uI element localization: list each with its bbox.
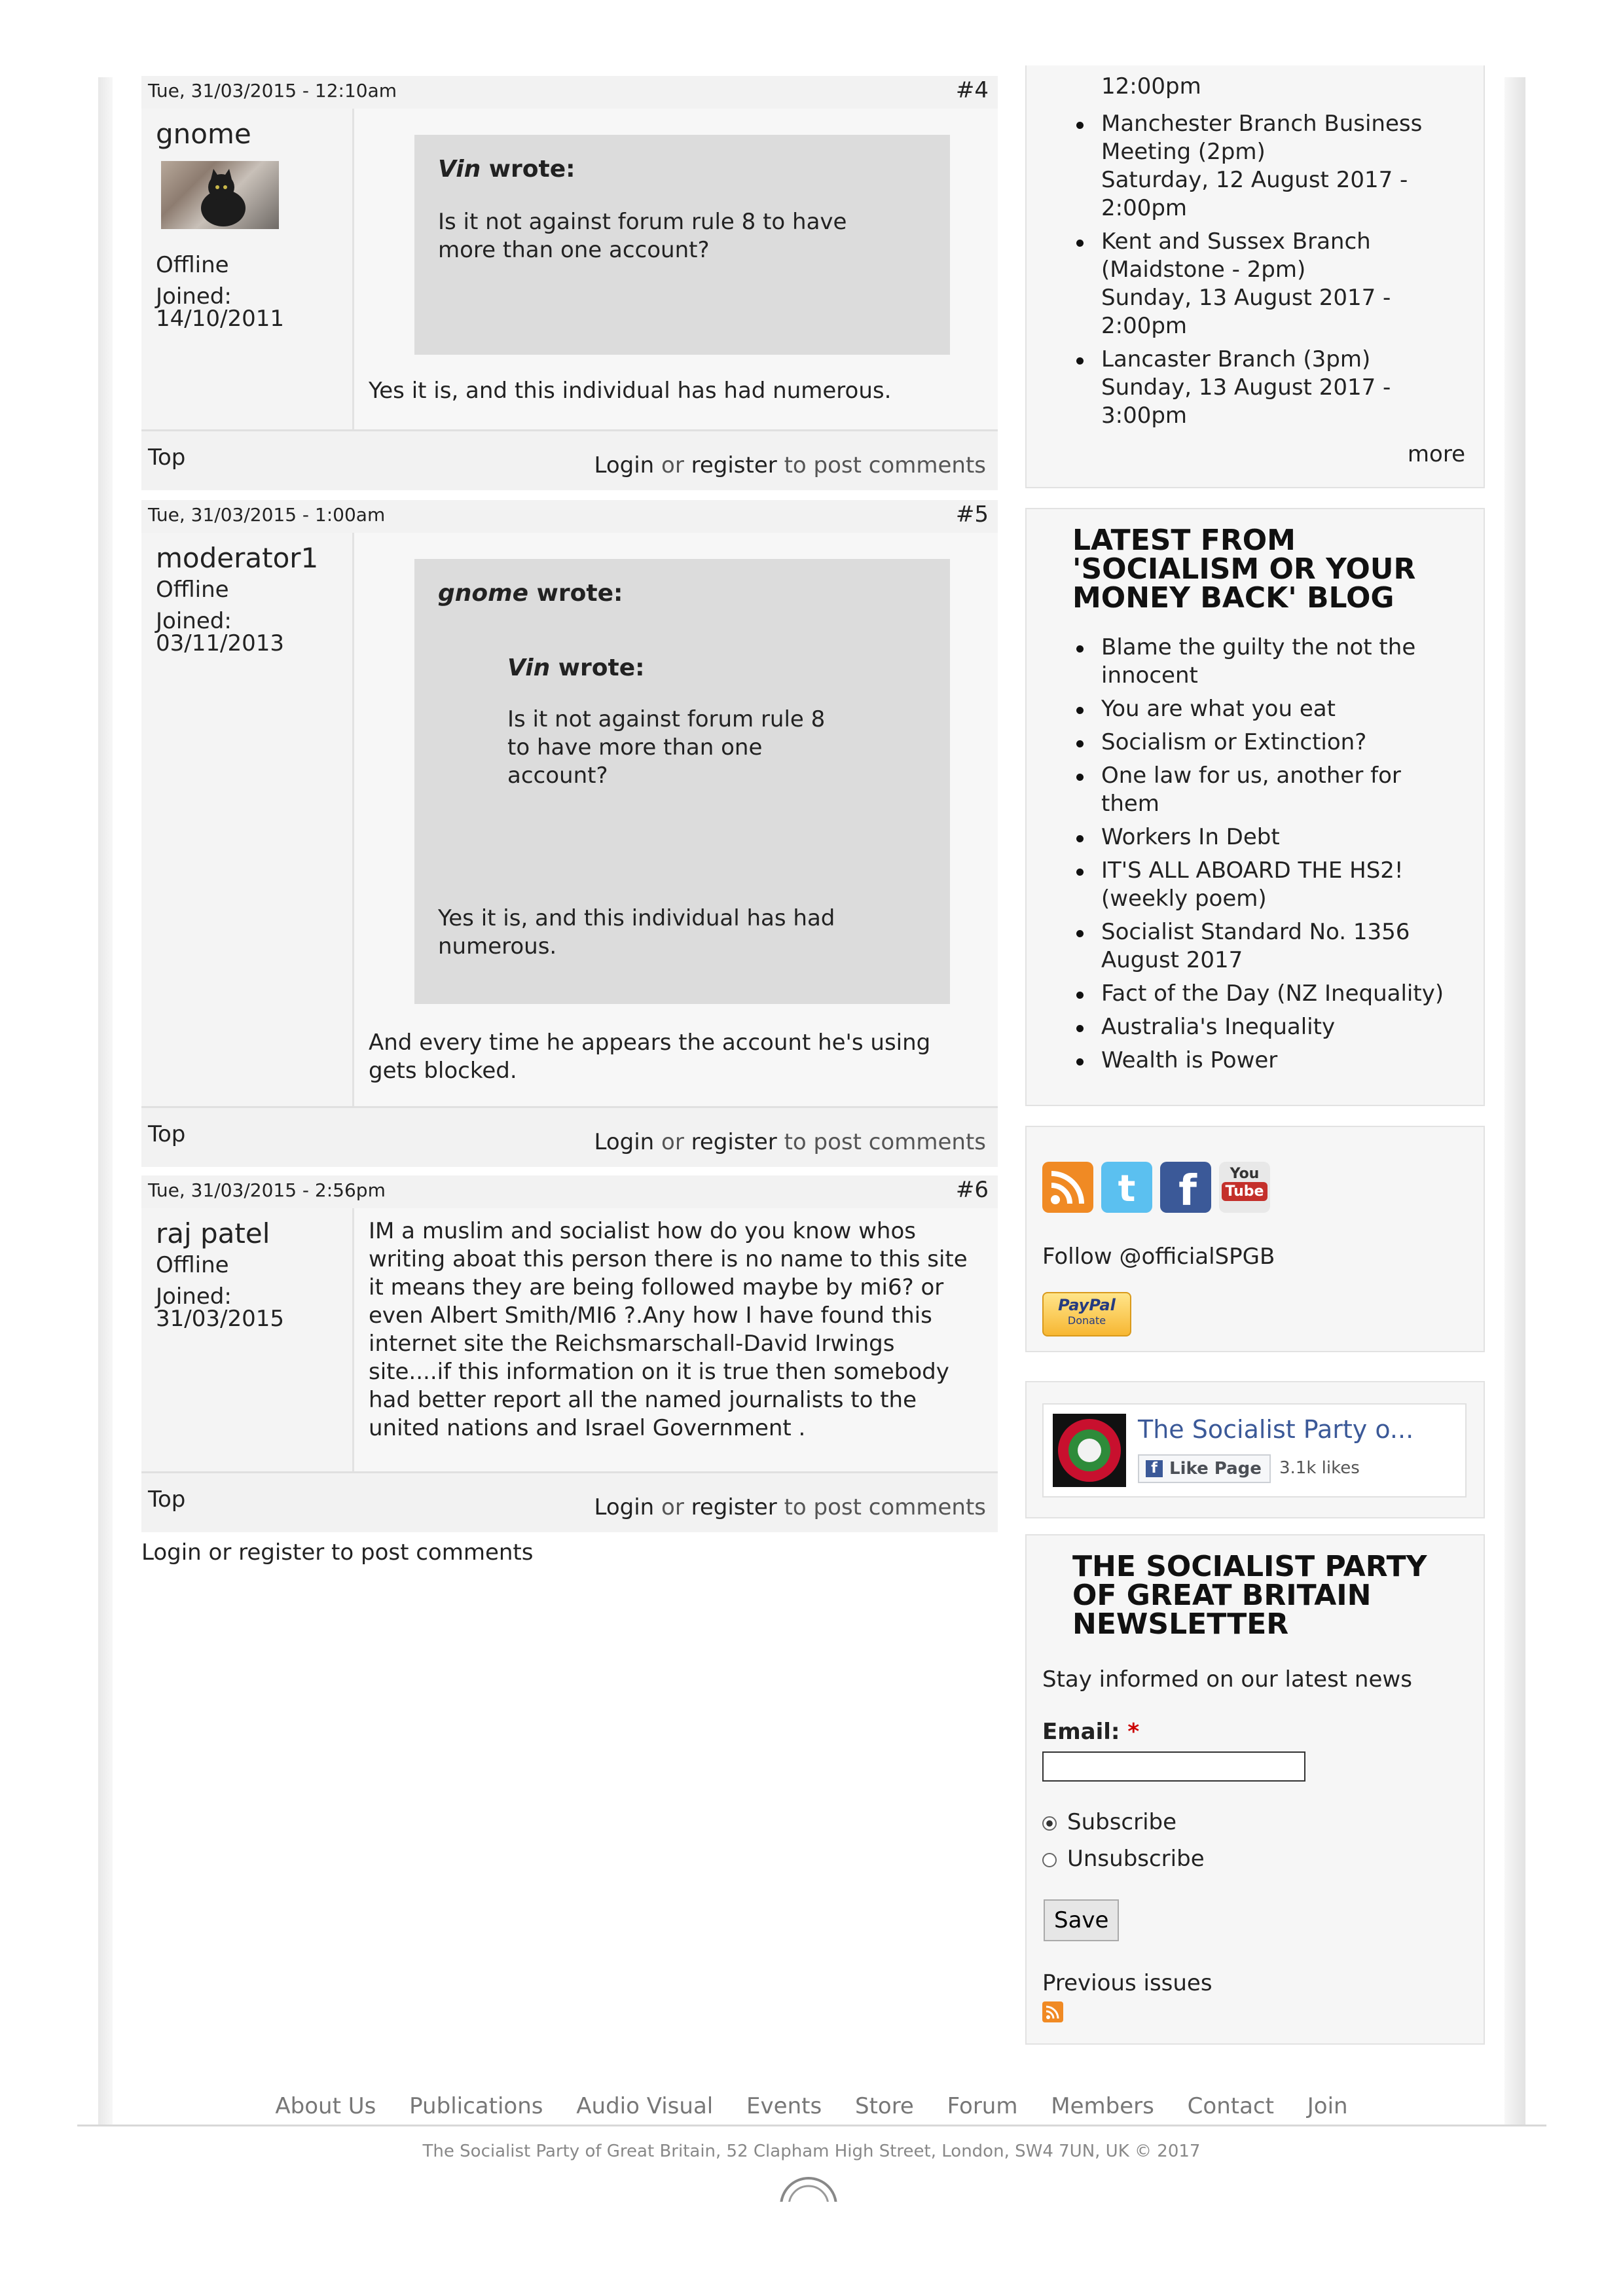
quote-block [414,559,950,1004]
joined-date: 03/11/2013 [156,630,284,656]
author-name[interactable]: raj patel [156,1217,270,1249]
quote-wrote: wrote: [488,156,575,183]
post-text: And every time he appears the account he's using gets blocked. [369,1030,931,1084]
svg-text:f: f [1178,1167,1197,1213]
footer-link-store[interactable]: Store [854,2093,914,2119]
post-comments-text: to post comments [784,1129,986,1155]
footer-address: The Socialist Party of Great Britain, 52 Clapham High Street, London, SW4 7UN, UK © 2017 [422,2142,1201,2161]
joined-label: Joined: [156,608,232,634]
top-link[interactable]: Top [148,444,186,471]
email-label-text: Email: [1042,1719,1120,1745]
post-content [354,1208,998,1471]
post-date: Tue, 31/03/2015 - 1:00am [148,504,386,526]
register-link[interactable]: register [691,1129,777,1155]
event-date: Sunday, 13 August 2017 - 3:00pm [1101,374,1391,429]
event-date: Saturday, 12 August 2017 - 2:00pm [1101,167,1408,221]
post-links [141,1471,998,1532]
rss-icon[interactable] [1042,1162,1093,1213]
top-link[interactable]: Top [148,1121,186,1147]
quote-text: Is it not against forum rule 8 to have more than one account? [438,209,847,263]
or-text: or [661,1129,684,1155]
events-block [1025,65,1485,488]
author-column [141,109,354,429]
quote-author: gnome [438,580,529,607]
blog-list [1070,634,1463,1080]
twitter-icon[interactable] [1101,1162,1152,1213]
required-marker: * [1127,1719,1140,1745]
page-frame-right [1504,77,1525,2126]
event-item[interactable] [1070,228,1463,340]
post-date: Tue, 31/03/2015 - 2:56pm [148,1179,386,1201]
blog-item[interactable]: Australia's Inequality [1070,1013,1463,1041]
email-input[interactable] [1042,1751,1305,1782]
newsletter-intro: Stay informed on our latest news [1042,1666,1412,1693]
event-item[interactable] [1070,110,1463,223]
footer-link-publications[interactable]: Publications [409,2093,543,2119]
blog-item[interactable]: Fact of the Day (NZ Inequality) [1070,980,1463,1008]
inner-quote-author: Vin [507,655,551,681]
post-meta [141,500,998,533]
login-register-text [594,452,986,478]
svg-text:t: t [1118,1168,1136,1210]
unsubscribe-option[interactable] [1042,1846,1205,1872]
register-link[interactable]: register [691,1494,777,1520]
footer-nav [0,2093,1623,2119]
joined-date: 31/03/2015 [156,1306,284,1332]
events-more-link[interactable]: more [1407,441,1465,467]
inner-quote-wrote: wrote: [558,655,645,681]
footer-seal-icon [773,2173,845,2202]
facebook-page-widget[interactable] [1042,1403,1467,1498]
post-comments-text: to post comments [784,1494,986,1520]
youtube-bottom-text: Tube [1222,1182,1268,1201]
event-title[interactable]: Kent and Sussex Branch (Maidstone - 2pm) [1101,228,1371,283]
author-column [141,533,354,1106]
quote-header [438,580,623,607]
subscribe-label: Subscribe [1067,1809,1177,1835]
blog-item[interactable]: Socialism or Extinction? [1070,728,1463,757]
blog-title: LATEST FROM 'SOCIALISM OR YOUR MONEY BACK' BLOG [1072,524,1416,615]
event-item[interactable] [1070,346,1463,430]
author-name[interactable]: moderator1 [156,542,319,574]
page-frame-left [98,77,113,2126]
blog-block [1025,508,1485,1106]
facebook-icon[interactable] [1160,1162,1211,1213]
blog-item[interactable]: One law for us, another for them [1070,762,1463,818]
paypal-donate-button[interactable] [1042,1292,1131,1336]
facebook-page-name[interactable]: The Socialist Party o... [1138,1415,1414,1444]
footer-link-events[interactable]: Events [746,2093,822,2119]
joined-date: 14/10/2011 [156,306,284,332]
post-content [354,533,998,1106]
top-link[interactable]: Top [148,1486,186,1513]
quote-block [414,135,950,355]
previous-issues-link[interactable]: Previous issues [1042,1970,1213,1996]
event-date: Sunday, 13 August 2017 - 2:00pm [1101,285,1391,339]
footer-link-members[interactable]: Members [1051,2093,1154,2119]
author-status: Offline [156,577,229,603]
footer-link-forum[interactable]: Forum [947,2093,1018,2119]
newsletter-block [1025,1534,1485,2045]
post-content [354,109,998,429]
login-link[interactable]: Login [594,1129,655,1155]
footer-link-audio-visual[interactable]: Audio Visual [576,2093,714,2119]
footer-link-join[interactable]: Join [1307,2093,1348,2119]
subscribe-radio[interactable] [1042,1816,1057,1831]
footer-link-about[interactable]: About Us [275,2093,376,2119]
blog-item[interactable]: IT'S ALL ABOARD THE HS2! (weekly poem) [1070,857,1463,913]
event-title[interactable]: Manchester Branch Business Meeting (2pm) [1101,111,1423,165]
like-page-label: Like Page [1169,1459,1262,1479]
bottom-login-register[interactable]: Login or register to post comments [141,1539,534,1566]
cat-icon [161,161,279,229]
footer-link-contact[interactable]: Contact [1187,2093,1274,2119]
blog-item[interactable]: You are what you eat [1070,695,1463,723]
save-button[interactable]: Save [1044,1899,1119,1941]
post-date: Tue, 31/03/2015 - 12:10am [148,80,397,101]
author-name[interactable]: gnome [156,118,251,150]
inner-quote-header [507,655,645,681]
party-logo-icon [1053,1414,1126,1487]
author-status: Offline [156,252,229,278]
post-meta [141,1175,998,1208]
rss-icon[interactable] [1042,2001,1063,2022]
login-register-text [594,1129,986,1155]
post-meta [141,76,998,109]
blog-item[interactable]: Socialist Standard No. 1356 August 2017 [1070,918,1463,975]
inner-quote-text: Is it not against forum rule 8 to have more than one account? [507,706,826,789]
event-time-continued: 12:00pm [1101,73,1201,99]
login-link[interactable]: Login [594,1494,655,1520]
paypal-label: PayPal [1058,1296,1116,1314]
subscribe-option[interactable] [1042,1809,1176,1835]
quote-text: Yes it is, and this individual has had numerous. [438,905,835,960]
facebook-small-icon: f [1146,1460,1163,1477]
post-links [141,1106,998,1167]
user-avatar [161,161,279,229]
register-link[interactable]: register [691,452,777,478]
blog-item[interactable]: Workers In Debt [1070,823,1463,852]
youtube-icon[interactable] [1219,1162,1270,1213]
unsubscribe-radio[interactable] [1042,1853,1057,1867]
event-title[interactable]: Lancaster Branch (3pm) [1101,346,1371,372]
post-number[interactable]: #6 [955,1177,989,1203]
follow-twitter-link[interactable]: Follow @officialSPGB [1042,1244,1275,1270]
login-link[interactable]: Login [594,452,655,478]
unsubscribe-label: Unsubscribe [1067,1846,1205,1872]
events-list [1070,110,1463,435]
blog-item[interactable]: Blame the guilty the not the innocent [1070,634,1463,690]
post-number[interactable]: #4 [955,77,989,103]
blog-item[interactable]: Wealth is Power [1070,1047,1463,1075]
or-text: or [661,1494,684,1520]
login-register-text [594,1494,986,1520]
like-page-button[interactable] [1138,1454,1271,1483]
youtube-top-text: You [1230,1166,1260,1182]
quote-header [438,156,575,183]
quote-author: Vin [438,156,481,183]
post-comments-text: to post comments [784,452,986,478]
author-column [141,1208,354,1471]
post-text: Yes it is, and this individual has had numerous. [369,378,892,404]
post-links [141,429,998,490]
newsletter-title: THE SOCIALIST PARTY OF GREAT BRITAIN NEWSLETTER [1072,1550,1427,1641]
quote-wrote: wrote: [536,580,623,607]
post-body [141,1208,998,1471]
post-body [141,109,998,429]
page-frame-bottom [77,2125,1546,2126]
post-body [141,533,998,1106]
donate-label: Donate [1067,1314,1106,1327]
email-label [1042,1719,1139,1745]
author-status: Offline [156,1252,229,1278]
post-text: IM a muslim and socialist how do you know whos writing aboat this person there is no name to this site it means they are being followed maybe by mi6? or even Albert Smith/MI6 ?.Any how I have found this internet site the Reichsmarschall-David Irwings site....if this information on it is true then somebody had better report all the named journalists to the united nations and Israel Government . [369,1218,968,1441]
facebook-likes-count: 3.1k likes [1279,1458,1360,1478]
joined-label: Joined: [156,1283,232,1310]
post-number[interactable]: #5 [955,501,989,528]
joined-label: Joined: [156,283,232,310]
or-text: or [661,452,684,478]
